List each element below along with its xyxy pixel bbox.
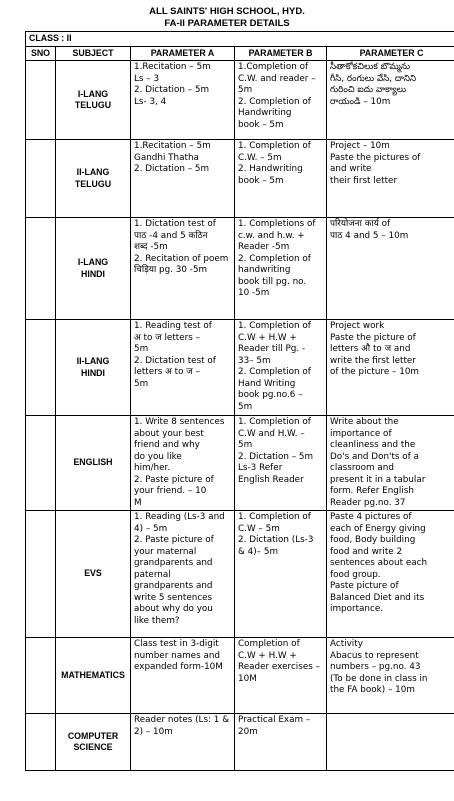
class-label: CLASS : II	[26, 32, 454, 47]
subject-cell: ENGLISH	[56, 416, 131, 511]
param-b-cell	[235, 218, 327, 320]
param-b-cell	[235, 638, 327, 714]
param-c-cell	[327, 638, 454, 714]
param-b-cell	[235, 320, 327, 416]
header-param-a: PARAMETER A	[131, 46, 235, 61]
subject-cell: II-LANG HINDI	[56, 320, 131, 416]
param-b-cell	[235, 511, 327, 638]
parameter-item: Practical Exam – 20m	[238, 715, 311, 737]
param-b-cell	[235, 140, 327, 218]
parameter-item: 2. Dictation – 5m Ls- 3, 4	[134, 85, 210, 107]
header-subject: SUBJECT	[56, 46, 131, 61]
param-c-cell	[327, 140, 454, 218]
parameter-item: 2. Dictation – 5m	[134, 164, 210, 174]
document-title: FA-II PARAMETER DETAILS	[164, 18, 290, 29]
param-c-cell	[327, 218, 454, 320]
subject-cell: II-LANG TELUGU	[56, 140, 131, 218]
param-a-cell	[131, 218, 235, 320]
parameter-item: 2. Dictation test of letters अ to ज – 5m	[134, 355, 216, 389]
parameter-item: Class test in 3-digit number names and expanded form-10M	[134, 639, 223, 672]
table-row	[26, 140, 454, 218]
parameter-item: 2. Paste picture of your friend. – 10 M	[134, 474, 214, 508]
school-name: ALL SAINTS' HIGH SCHOOL, HYD.	[149, 6, 305, 17]
header-param-c: PARAMETER C	[327, 46, 454, 61]
parameter-item: 1. Dictation test of पाठ -4 and 5 कठिन शब्द -5m	[134, 219, 216, 252]
table-row	[26, 511, 454, 638]
sno-cell	[26, 511, 56, 638]
parameter-item: 1. Completion of C.W – 5m	[238, 512, 311, 534]
param-c-cell	[327, 61, 454, 140]
parameter-item: Project – 10m Paste the pictures of and write their first letter	[330, 141, 421, 186]
table-row	[26, 714, 454, 771]
subject-cell: MATHEMATICS	[56, 638, 131, 714]
table-row	[26, 320, 454, 416]
sno-cell	[26, 320, 56, 416]
param-a-cell	[131, 140, 235, 218]
sno-cell	[26, 416, 56, 511]
parameter-item: Write about the importance of cleanliness and the Do's and Don'ts of a classroom and present it in a tabular form. Refer English Reader pg.no. 37	[330, 417, 426, 508]
parameter-item: 2. Recitation of poem चिड़िया pg. 30 -5m	[134, 253, 229, 275]
parameter-item: 1. Completion of C.W and H.W. – 5m	[238, 417, 311, 450]
parameter-item: Completion of C.W + H.W + Reader exercises – 10M	[238, 639, 321, 684]
parameter-item: 1. Completion of C.W + H.W + Reader till Pg. - 33– 5m	[238, 321, 311, 366]
parameter-item: 2. Handwriting book – 5m	[238, 164, 303, 186]
param-a-cell	[131, 638, 235, 714]
parameter-item: Project work Paste the picture of letters औ to ज and write the first letter of the picture – 10m	[330, 321, 419, 377]
param-a-cell	[131, 416, 235, 511]
parameter-item: 2. Completion of Handwriting book – 5m	[238, 96, 311, 130]
parameter-item: 1. Completions of c.w. and h.w. + Reader -5m	[238, 219, 316, 252]
subject-cell: I-LANG TELUGU	[56, 61, 131, 140]
param-b-cell	[235, 714, 327, 771]
subject-cell: I-LANG HINDI	[56, 218, 131, 320]
param-b-cell	[235, 416, 327, 511]
parameter-item: 2. Dictation – 5m Ls-3 Refer English Reader	[238, 451, 314, 485]
parameter-item: 2. Dictation (Ls-3 & 4)– 5m	[238, 535, 314, 557]
parameter-item: 2. Completion of handwriting book till pg. no. 10 -5m	[238, 253, 311, 298]
table-row	[26, 218, 454, 320]
sno-cell	[26, 140, 56, 218]
parameter-item: 1. Write 8 sentences about your best friend and why do you like him/her.	[134, 417, 225, 473]
parameter-item: परियोजना कार्य of पाठ 4 and 5 – 10m	[330, 219, 409, 241]
param-c-cell	[327, 320, 454, 416]
header-sno: SNO	[26, 46, 56, 61]
parameter-item: 1. Completion of C.W. – 5m	[238, 141, 311, 163]
param-a-cell	[131, 714, 235, 771]
parameter-table	[25, 31, 454, 771]
sno-cell	[26, 61, 56, 140]
param-b-cell	[235, 61, 327, 140]
parameter-item: Reader notes (Ls: 1 & 2) – 10m	[134, 715, 230, 737]
table-row	[26, 61, 454, 140]
parameter-item: 1. Reading test of अ to ज letters – 5m	[134, 321, 212, 354]
parameter-item: 1.Recitation – 5m Gandhi Thatha	[134, 141, 211, 163]
param-a-cell	[131, 61, 235, 140]
parameter-item: 2. Paste picture of your maternal grandparents and paternal grandparents and write 5 sentences about why do you like them?	[134, 535, 214, 626]
header-row	[26, 46, 454, 61]
header-param-b: PARAMETER B	[235, 46, 327, 61]
parameter-item: 2. Completion of Hand Writing book pg.no.6 – 5m	[238, 367, 311, 412]
parameter-item: 1. Reading (Ls-3 and 4) – 5m	[134, 512, 225, 534]
parameter-item: సీతాకోకచిలుక బొమ్మను గీసి, రంగులు వేసి, దానిని గురించి ఐదు వాక్యాలు రాయండి – 10m	[330, 62, 417, 107]
param-c-cell	[327, 416, 454, 511]
table-row	[26, 638, 454, 714]
parameter-item: Activity Abacus to represent numbers – pg.no. 43 (To be done in class in the FA book) – 10m	[330, 639, 428, 695]
sno-cell	[26, 218, 56, 320]
param-a-cell	[131, 511, 235, 638]
param-c-cell	[327, 714, 454, 771]
subject-cell: EVS	[56, 511, 131, 638]
sno-cell	[26, 638, 56, 714]
sno-cell	[26, 714, 56, 771]
table-row	[26, 416, 454, 511]
parameter-item: 1.Recitation – 5m Ls – 3	[134, 62, 211, 84]
parameter-item: 1.Completion of C.W. and reader – 5m	[238, 62, 316, 95]
param-a-cell	[131, 320, 235, 416]
parameter-item: Paste 4 pictures of each of Energy giving food, Body building food and write 2 sentences about each food group. Paste picture of Balanced Diet and its importance.	[330, 512, 428, 614]
subject-cell: COMPUTER SCIENCE	[56, 714, 131, 771]
param-c-cell	[327, 511, 454, 638]
